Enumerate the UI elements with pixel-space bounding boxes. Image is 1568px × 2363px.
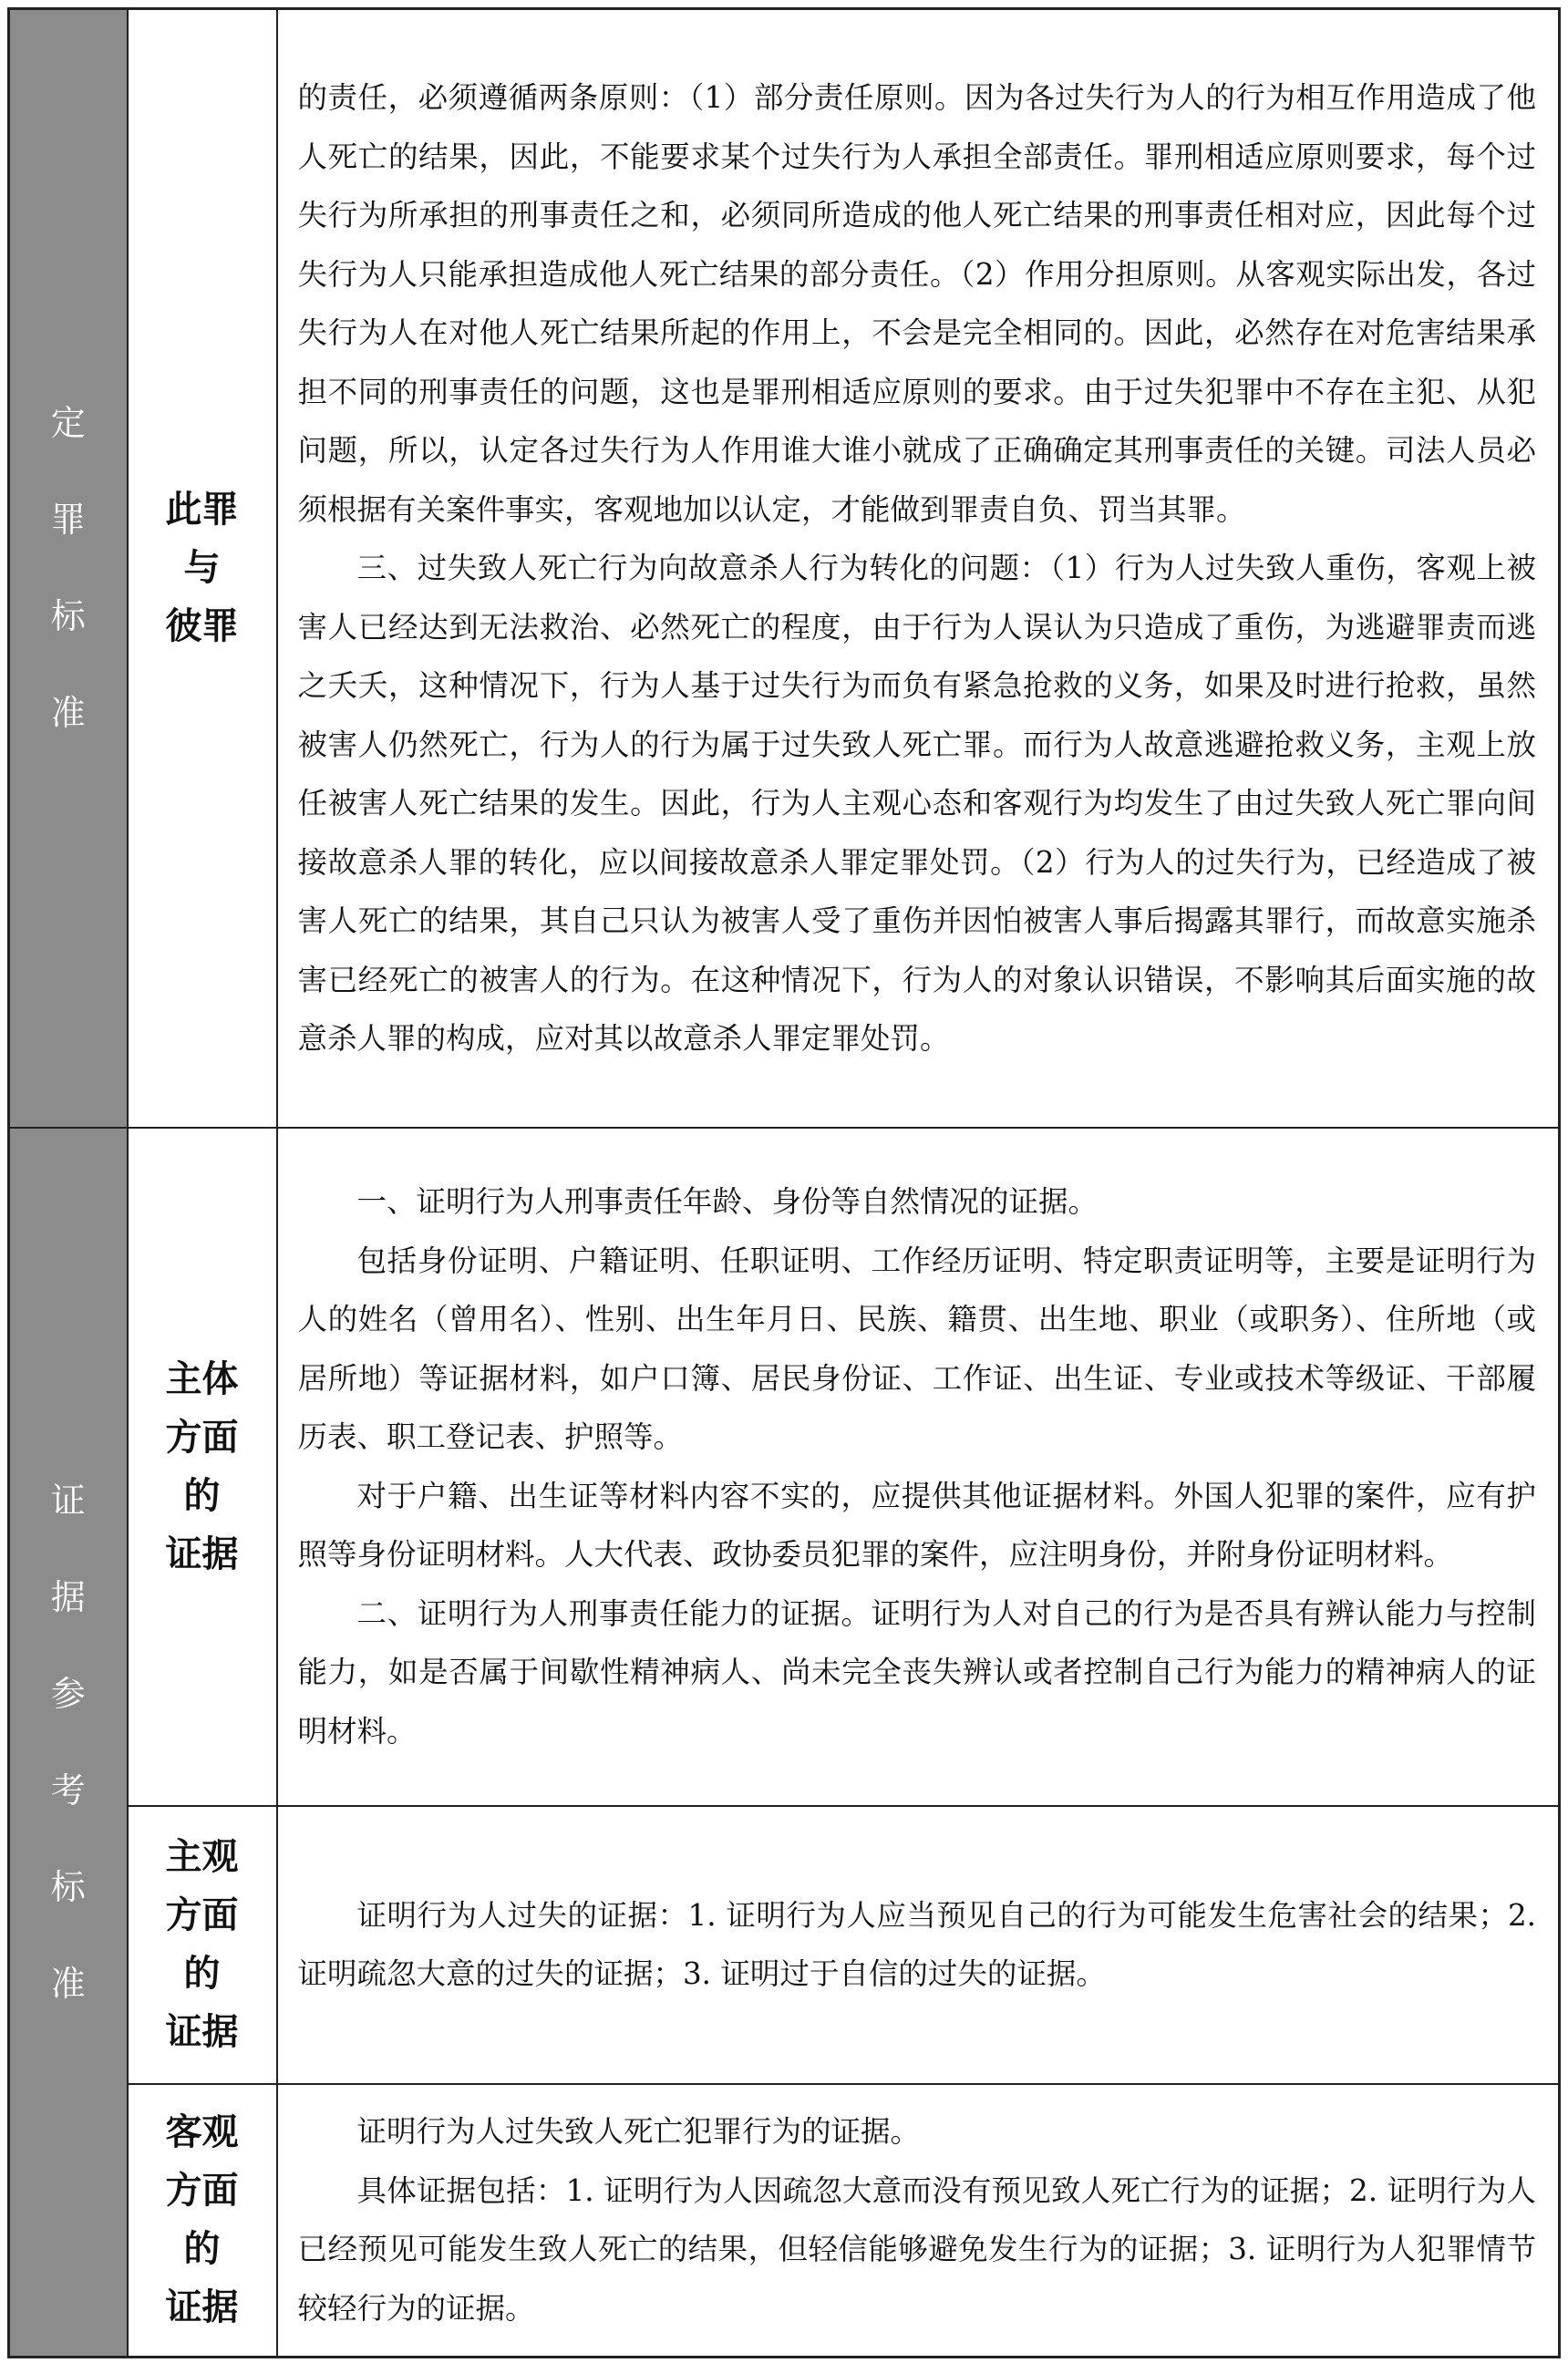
row-label-line: 与: [183, 547, 221, 590]
row-content: [277, 2084, 1560, 2358]
row-label-objective-evidence: [128, 2084, 277, 2358]
section-evidence-reference-standard: [9, 1128, 128, 2358]
section-title-char: 准: [50, 1963, 86, 2004]
row-label-line: 证据: [165, 2011, 239, 2053]
content-paragraph: 具体证据包括：1. 证明行为人因疏忽大意而没有预见致人死亡行为的证据；2. 证明行为人已经预见可能发生致人死亡的结果，但轻信能够避免发生行为的证据；3. 证明行为人犯罪情节较轻行为的证据。: [297, 2172, 1536, 2326]
content-paragraph: 对于户籍、出生证等材料内容不实的，应提供其他证据材料。外国人犯罪的案件，应有护照等身份证明材料。人大代表、政协委员犯罪的案件，应注明身份，并附身份证明材料。: [297, 1478, 1536, 1572]
section-title-char: 标: [50, 1866, 86, 1907]
row-label-line: 的: [183, 1953, 221, 1995]
table-row: [9, 2084, 1560, 2358]
section-title-char: 标: [50, 596, 86, 637]
row-label-line: 主体: [165, 1357, 239, 1400]
row-label-line: 证据: [165, 2286, 239, 2329]
row-label-this-vs-that-crime: [128, 9, 277, 1128]
table-row: [9, 1128, 1560, 1806]
row-label-line: 客观: [165, 2111, 239, 2154]
row-label-line: 的: [183, 2228, 221, 2271]
row-label-line: 主观: [165, 1836, 239, 1878]
section-title-char: 参: [50, 1673, 86, 1714]
content-paragraph: 的责任，必须遵循两条原则：（1）部分责任原则。因为各过失行为人的行为相互作用造成了他人死亡的结果，因此，不能要求某个过失行为人承担全部责任。罪刑相适应原则要求，每个过失行为所承担的刑事责任之和，必须同所造成的他人死亡结果的刑事责任相对应，因此每个过失行为人只能承担造成他人死亡结果的部分责任。（2）作用分担原则。从客观实际出发，各过失行为人在对他人死亡结果所起的作用上，不会是完全相同的。因此，必然存在对危害结果承担不同的刑事责任的问题，这也是罪刑相适应原则的要求。由于过失犯罪中不存在主犯、从犯问题，所以，认定各过失行为人作用谁大谁小就成了正确确定其刑事责任的关键。司法人员必须根据有关案件事实，客观地加以认定，才能做到罪责自负、罚当其罪。: [297, 80, 1536, 527]
row-content: [277, 1806, 1560, 2084]
row-label-subject-evidence: [128, 1128, 277, 1806]
content-paragraph: 三、过失致人死亡行为向故意杀人行为转化的问题：（1）行为人过失致人重伤，客观上被害人已经达到无法救治、必然死亡的程度，由于行为人误认为只造成了重伤，为逃避罪责而逃之夭夭，这种情况下，行为人基于过失行为而负有紧急抢救的义务，如果及时进行抢救，虽然被害人仍然死亡，行为人的行为属于过失致人死亡罪。而行为人故意逃避抢救义务，主观上放任被害人死亡结果的发生。因此，行为人主观心态和客观行为均发生了由过失致人死亡罪向间接故意杀人罪的转化，应以间接故意杀人罪定罪处罚。（2）行为人的过失行为，已经造成了被害人死亡的结果，其自己只认为被害人受了重伤并因怕被害人事后揭露其罪行，而故意实施杀害已经死亡的被害人的行为。在这种情况下，行为人的对象认识错误，不影响其后面实施的故意杀人罪的构成，应对其以故意杀人罪定罪处罚。: [297, 551, 1536, 1056]
row-label-line: 方面: [165, 1894, 239, 1936]
row-label-line: 彼罪: [165, 605, 239, 648]
criteria-table: [7, 7, 1561, 2358]
content-paragraph: 证明行为人过失致人死亡犯罪行为的证据。: [356, 2114, 921, 2150]
row-label-line: 方面: [165, 2170, 239, 2213]
table-row: [9, 1806, 1560, 2084]
section-conviction-standard: [9, 9, 128, 1128]
content-paragraph: 证明行为人过失的证据：1. 证明行为人应当预见自己的行为可能发生危害社会的结果；2. 证明疏忽大意的过失的证据；3. 证明过于自信的过失的证据。: [297, 1897, 1536, 1991]
section-title-char: 准: [50, 693, 86, 734]
content-paragraph: 二、证明行为人刑事责任能力的证据。证明行为人对自己的行为是否具有辨认能力与控制能力，如是否属于间歇性精神病人、尚未完全丧失辨认或者控制自己行为能力的精神病人的证明材料。: [297, 1595, 1536, 1749]
section-title-char: 考: [50, 1770, 86, 1811]
table-row: [9, 9, 1560, 1128]
row-content: [277, 9, 1560, 1128]
row-label-line: 方面: [165, 1416, 239, 1459]
section-title-char: 证: [50, 1480, 86, 1521]
content-paragraph: 包括身份证明、户籍证明、任职证明、工作经历证明、特定职责证明等，主要是证明行为人的姓名（曾用名）、性别、出生年月日、民族、籍贯、出生地、职业（或职务）、住所地（或居所地）等证据材料，如户口簿、居民身份证、工作证、出生证、专业或技术等级证、干部履历表、职工登记表、护照等。: [297, 1243, 1536, 1454]
row-label-subjective-evidence: [128, 1806, 277, 2084]
row-label-line: 的: [183, 1474, 221, 1517]
section-title-char: 据: [50, 1576, 86, 1617]
section-title-char: 罪: [50, 500, 86, 541]
section-title-char: 定: [50, 403, 86, 444]
row-content: [277, 1128, 1560, 1806]
row-label-line: 此罪: [165, 489, 239, 531]
content-paragraph: 一、证明行为人刑事责任年龄、身份等自然情况的证据。: [356, 1184, 1099, 1219]
row-label-line: 证据: [165, 1532, 239, 1575]
